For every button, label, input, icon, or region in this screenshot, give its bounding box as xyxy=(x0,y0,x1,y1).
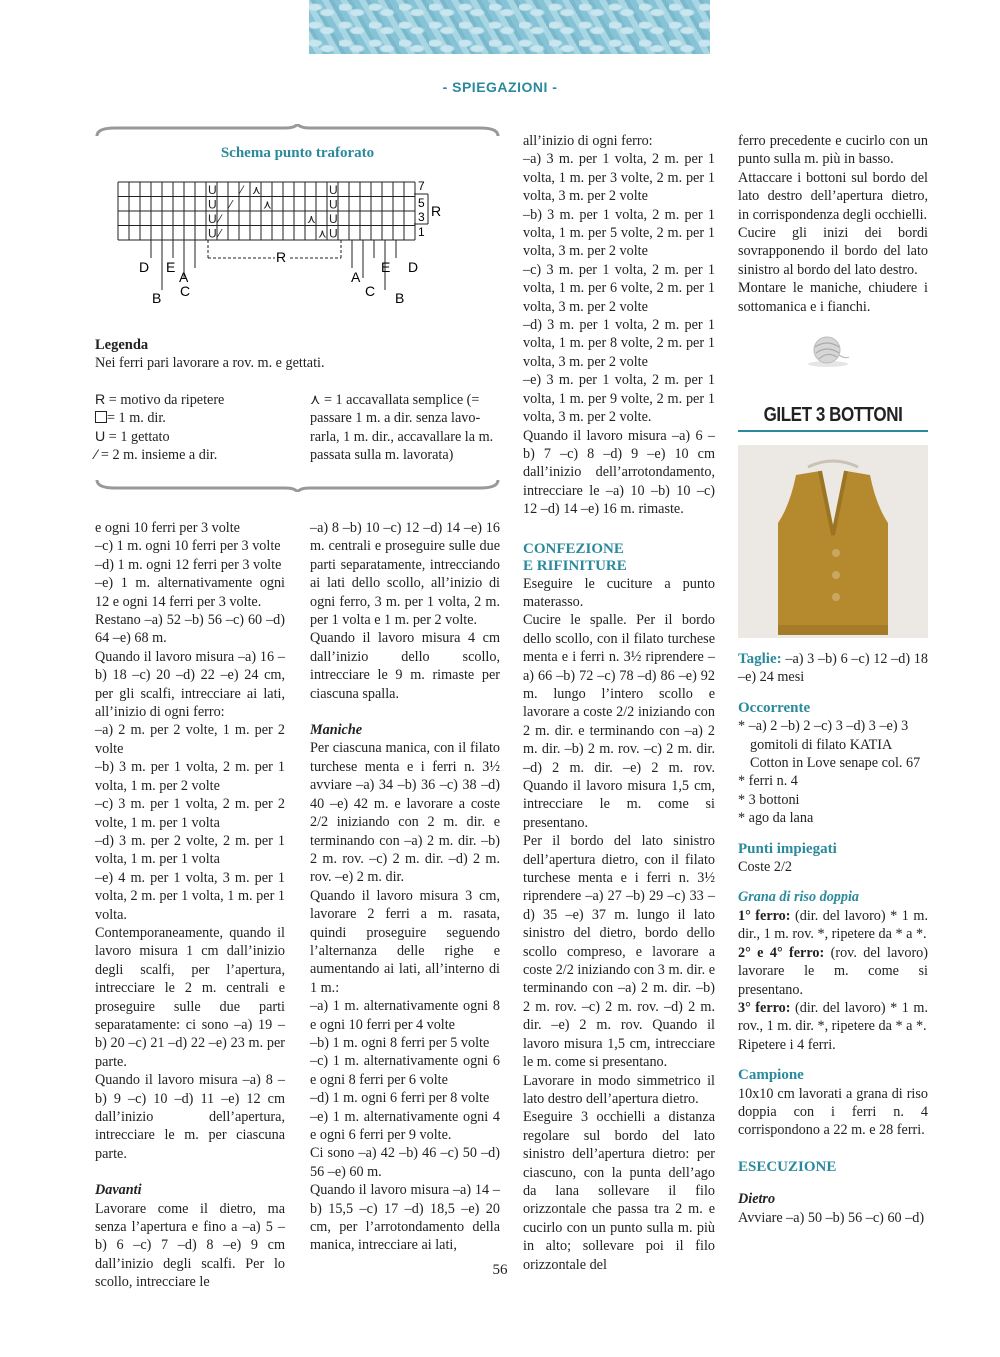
column-2: –a) 8 –b) 10 –c) 12 –d) 14 –e) 16 m. centrali e proseguire sulle due parti separatamente, intrecciando ai lati dello scollo, all’inizio di ogni ferro, 3 m. per 1 volta, 2 m. per 1 volta e 1 m. per 2 volte. Quando il lavoro misura 4 cm dall’inizio dello scollo, intrecciare le 9 m. rimaste per ciascuna spalla. Maniche Per ciascuna manica, con il filato turchese menta e i ferri n. 3½ avviare –a) 34 –b) 36 –c) 38 –d) 40 –e) 42 m. e lavorare a coste 2/2 iniziando con 2 m. dir. e terminando con –a) 2 m. dir. –b) 2 m. rov. –c) 2 m. dir. –d) 2 m. rov. –e) 2 m. dir. Quando il lavoro misura 3 cm, lavorare 2 ferri a m. rasata, quindi proseguire seguendo l’alternanza delle righe e aumentando ai lati, all’interno di 1 m.: –a) 1 m. alternativamente ogni 8 e ogni 10 ferri per 4 volte –b) 1 m. ogni 8 ferri per 5 volte –c) 1 m. alternativamente ogni 6 e ogni 8 ferri per 6 volte –d) 1 m. ogni 6 ferri per 8 volte –e) 1 m. alternativamente ogni 4 e ogni 6 ferri per 9 volte. Ci sono –a) 42 –b) 46 –c) 50 –d) 56 –e) 60 m. Quando il lavoro misura –a) 14 –b) 15,5 –c) 17 –d) 18,5 –e) 20 cm, per l’arrotondamento della manica, intrecciare ai lati, xyxy=(310,520,500,1254)
gilet-title: GILET 3 BOTTONI xyxy=(763,404,903,426)
column-4-bottom: Taglie: –a) 3 –b) 6 –c) 12 –d) 18 –e) 24 mesi Occorrente * –a) 2 –b) 2 –c) 3 –d) 3 –e) 3 gomitoli di filato KATIA Cotton in Love senape col. 67 * ferri n. 4 * 3 bottoni * ago da lana Punti impiegati Coste 2/2 Grana di riso doppia 1° ferro: (dir. del lavoro) * 1 m. dir., 1 m. rov. *, ripetere da * a *. 2° e 4° ferro: (rov. del lavoro) lavorare le m. come si presentano. 3° ferro: (dir. del lavoro) * 1 m. rov., 1 m. dir. *, ripetere da * a *. Ripetere i 4 ferri. Campione 10x10 cm lavorati a grana di riso doppia con i ferri n. 4 corrispondono a 22 m. e 28 ferri. ESECUZIONE Dietro Avviare –a) 50 –b) 56 –c) 60 –d) xyxy=(738,651,928,1226)
chart-stitch-symbol: U xyxy=(208,183,217,197)
chart-stitch-symbol: ⁄ xyxy=(219,212,222,226)
chart-stitch-symbol: U xyxy=(329,226,338,241)
heading-davanti: Davanti xyxy=(95,1182,142,1199)
vest-illustration xyxy=(738,445,928,638)
legend-item-k2tog: ⁄ = 2 m. insieme a dir. xyxy=(95,447,218,464)
page-number: 56 xyxy=(492,1262,508,1278)
label-r-side: R xyxy=(431,203,442,219)
yarnover-symbol-icon: U xyxy=(95,428,106,445)
label-d-left: D xyxy=(139,259,150,275)
gilet-photo xyxy=(738,445,928,638)
heading-maniche: Maniche xyxy=(310,722,363,739)
legend-item-knit: = 1 m. dir. xyxy=(95,409,305,427)
knit-square-icon xyxy=(95,411,107,423)
legend-right: ⋏ = 1 accavallata semplice (= passare 1 m. a dir. senza lavo- rarla, 1 m. dir., accavallare la m. passata sulla m. lavorata) xyxy=(310,392,494,464)
legend-item-repeat: R = motivo da ripetere xyxy=(95,392,225,408)
label-r-bottom: R xyxy=(276,249,287,265)
label-d-right: D xyxy=(408,259,419,275)
legend-left xyxy=(95,391,305,465)
label-e-right: E xyxy=(381,259,391,275)
row-1: 1 xyxy=(418,225,425,239)
chart-stitch-symbol: ⁄ xyxy=(230,197,233,212)
skp-symbol-icon: ⋏ xyxy=(310,392,321,408)
label-a-right: A xyxy=(351,269,361,285)
heading-confezione: CONFEZIONE E RIFINITURE xyxy=(523,540,627,574)
repeat-symbol-icon: R xyxy=(95,392,106,408)
bottom-brace xyxy=(95,478,500,492)
heading-campione: Campione xyxy=(738,1067,804,1084)
chart-stitch-symbol: U xyxy=(329,197,338,212)
legend-intro: Nei ferri pari lavorare a rov. m. e gettati. xyxy=(95,355,325,371)
chart-stitch-symbol: U xyxy=(329,183,338,197)
label-c-right: C xyxy=(365,283,376,299)
label-b-left: B xyxy=(152,290,162,306)
label-c-left: C xyxy=(180,283,191,299)
top-brace xyxy=(95,124,500,138)
row-3: 3 xyxy=(418,210,425,224)
chart-stitch-symbol: ⋏ xyxy=(318,226,327,241)
label-e-left: E xyxy=(166,259,176,275)
stitch-chart xyxy=(95,172,500,312)
label-a-left: A xyxy=(179,269,189,285)
section-title: - SPIEGAZIONI - xyxy=(442,79,558,95)
chart-stitch-symbol: U xyxy=(208,226,217,241)
chart-stitch-symbol: U xyxy=(329,212,338,226)
k2tog-symbol-icon: ⁄ xyxy=(95,447,98,464)
legend-item-yarnover: U = 1 gettato xyxy=(95,428,170,445)
heading-punti: Punti impiegati xyxy=(738,840,837,857)
heading-grana: Grana di riso doppia xyxy=(738,889,860,906)
header-yarn-texture xyxy=(309,0,710,54)
row-5: 5 xyxy=(418,196,425,210)
label-b-right: B xyxy=(395,290,405,306)
chart-stitch-symbol: ⁄ xyxy=(241,183,244,197)
chart-title: Schema punto traforato xyxy=(220,145,375,161)
chart-stitch-symbol: ⋏ xyxy=(263,197,272,212)
gilet-title-rule xyxy=(738,430,928,432)
yarn-ball-icon xyxy=(805,333,851,369)
chart-stitch-symbol: U xyxy=(208,212,217,226)
heading-occorrente: Occorrente xyxy=(738,699,811,716)
legend-title: Legenda xyxy=(95,337,149,353)
chart-stitch-symbol: U xyxy=(208,197,217,212)
column-3: all’inizio di ogni ferro: –a) 3 m. per 1 volta, 2 m. per 1 volta, 1 m. per 3 volte, 2 m. per 1 volta, 3 m. per 2 volte –b) 3 m. per 1 volta, 2 m. per 1 volta, 1 m. per 5 volte, 2 m. per 1 volta, 3 m. per 2 volte –c) 3 m. per 1 volta, 2 m. per 1 volta, 1 m. per 6 volte, 2 m. per 1 volta, 3 m. per 2 volte –d) 3 m. per 1 volta, 2 m. per 1 volta, 1 m. per 8 volte, 2 m. per 1 volta, 3 m. per 2 volte –e) 3 m. per 1 volta, 2 m. per 1 volta, 1 m. per 9 volte, 2 m. per 1 volta, 3 m. per 2 volte. Quando il lavoro misura –a) 6 –b) 7 –c) 8 –d) 9 –e) 10 cm dall’inizio dell’arrotondamento, intrecciare le –a) 10 –b) 10 –c) 12 –d) 14 –e) 16 m. rimaste. CONFEZIONE E RIFINITURE Eseguire le cuciture a punto materasso. Cucire le spalle. Per il bordo dello scollo, con il filato turchese menta e i ferri n. 3½ riprendere –a) 66 –b) 72 –c) 78 –d) 86 –e) 92 m. lungo l’intero scollo e lavorare a coste 2/2 iniziando con 2 m. dir. e terminando con –a) 2 m. dir. –b) 2 m. rov. –c) 2 m. dir. –d) 2 m. dir. –e) 2 m. rov. Quando il lavoro misura 1,5 cm, intrecciare le m. come si presentano. Per il bordo del lato sinistro dell’apertura dietro, con il filato turchese menta e i ferri n. 3½ riprendere –a) 27 –b) 29 –c) 33 –d) 35 –e) 37 m. lungo il lato sinistro del dietro, bordo dello scollo compreso, e lavorare a coste 2/2 iniziando con 3 m. dir. e terminando con –a) 2 m. dir. –b) 2 m. rov. –c) 2 m. rov. –d) 2 m. dir. –e) 2 m. rov. Quando il lavoro misura 1,5 cm, intrecciare le m. come si presentano. Lavorare in modo simmetrico il lato destro dell’apertura dietro. Eseguire 3 occhielli a distanza regolare sul bordo del lato sinistro dell’apertura dietro: per ciascuno, con la punta dell’ago da lana sollevare il filo orizzontale che passa tra 2 m. e cucirlo con un punto sulla m. più in alto; sollevare poi il filo orizzontale del xyxy=(523,133,715,1273)
column-1: e ogni 10 ferri per 3 volte –c) 1 m. ogni 10 ferri per 3 volte –d) 1 m. ogni 12 ferri per 3 volte –e) 1 m. alternativamente ogni 12 e ogni 14 ferri per 3 volte. Restano –a) 52 –b) 56 –c) 60 –d) 64 –e) 68 m. Quando il lavoro misura –a) 16 –b) 18 –c) 20 –d) 22 –e) 24 cm, per gli scalfi, intrecciare ai lati, all’inizio di ogni ferro: –a) 2 m. per 2 volte, 1 m. per 2 volte –b) 3 m. per 1 volta, 2 m. per 1 volta, 1 m. per 2 volte –c) 3 m. per 1 volta, 2 m. per 2 volte, 1 m. per 1 volta –d) 3 m. per 2 volte, 2 m. per 1 volta, 1 m. per 1 volta –e) 4 m. per 1 volta, 3 m. per 1 volta, 2 m. per 1 volta, 1 m. per 1 volta. Contemporaneamente, quando il lavoro misura 1 cm dall’inizio degli scalfi, per l’apertura, intrecciare le 2 m. centrali e proseguire sulle due parti separatamente: ci sono –a) 19 –b) 20 –c) 21 –d) 22 –e) 23 m. per parte. Quando il lavoro misura –a) 8 –b) 9 –c) 10 –d) 11 –e) 12 cm dall’inizio dell’apertura, intrecciare le m. per ciascuna parte. Davanti Lavorare come il dietro, ma senza l’apertura e fino a –a) 5 –b) 6 –c) 7 –d) 8 –e) 9 cm dall’inizio degli scalfi. Per lo scollo, intrecciare le xyxy=(95,520,285,1291)
column-4-top: ferro precedente e cucirlo con un punto sulla m. più in basso. Attaccare i bottoni sul bordo del lato destro dell’apertura dietro, in corrispondenza degli occhielli. Cucire gli inizi dei bordi sovrapponendo il bordo del lato sinistro al bordo del lato destro. Montare le maniche, chiudere i sottomanica e i fianchi. xyxy=(738,133,928,315)
chart-stitch-symbol: ⁄ xyxy=(219,226,222,241)
chart-stitch-symbol: ⋏ xyxy=(252,183,261,197)
heading-esecuzione: ESECUZIONE xyxy=(738,1158,837,1175)
heading-dietro: Dietro xyxy=(738,1191,776,1208)
row-7: 7 xyxy=(418,179,425,193)
taglie-label: Taglie: xyxy=(738,651,782,667)
chart-stitch-symbol: ⋏ xyxy=(307,212,316,226)
